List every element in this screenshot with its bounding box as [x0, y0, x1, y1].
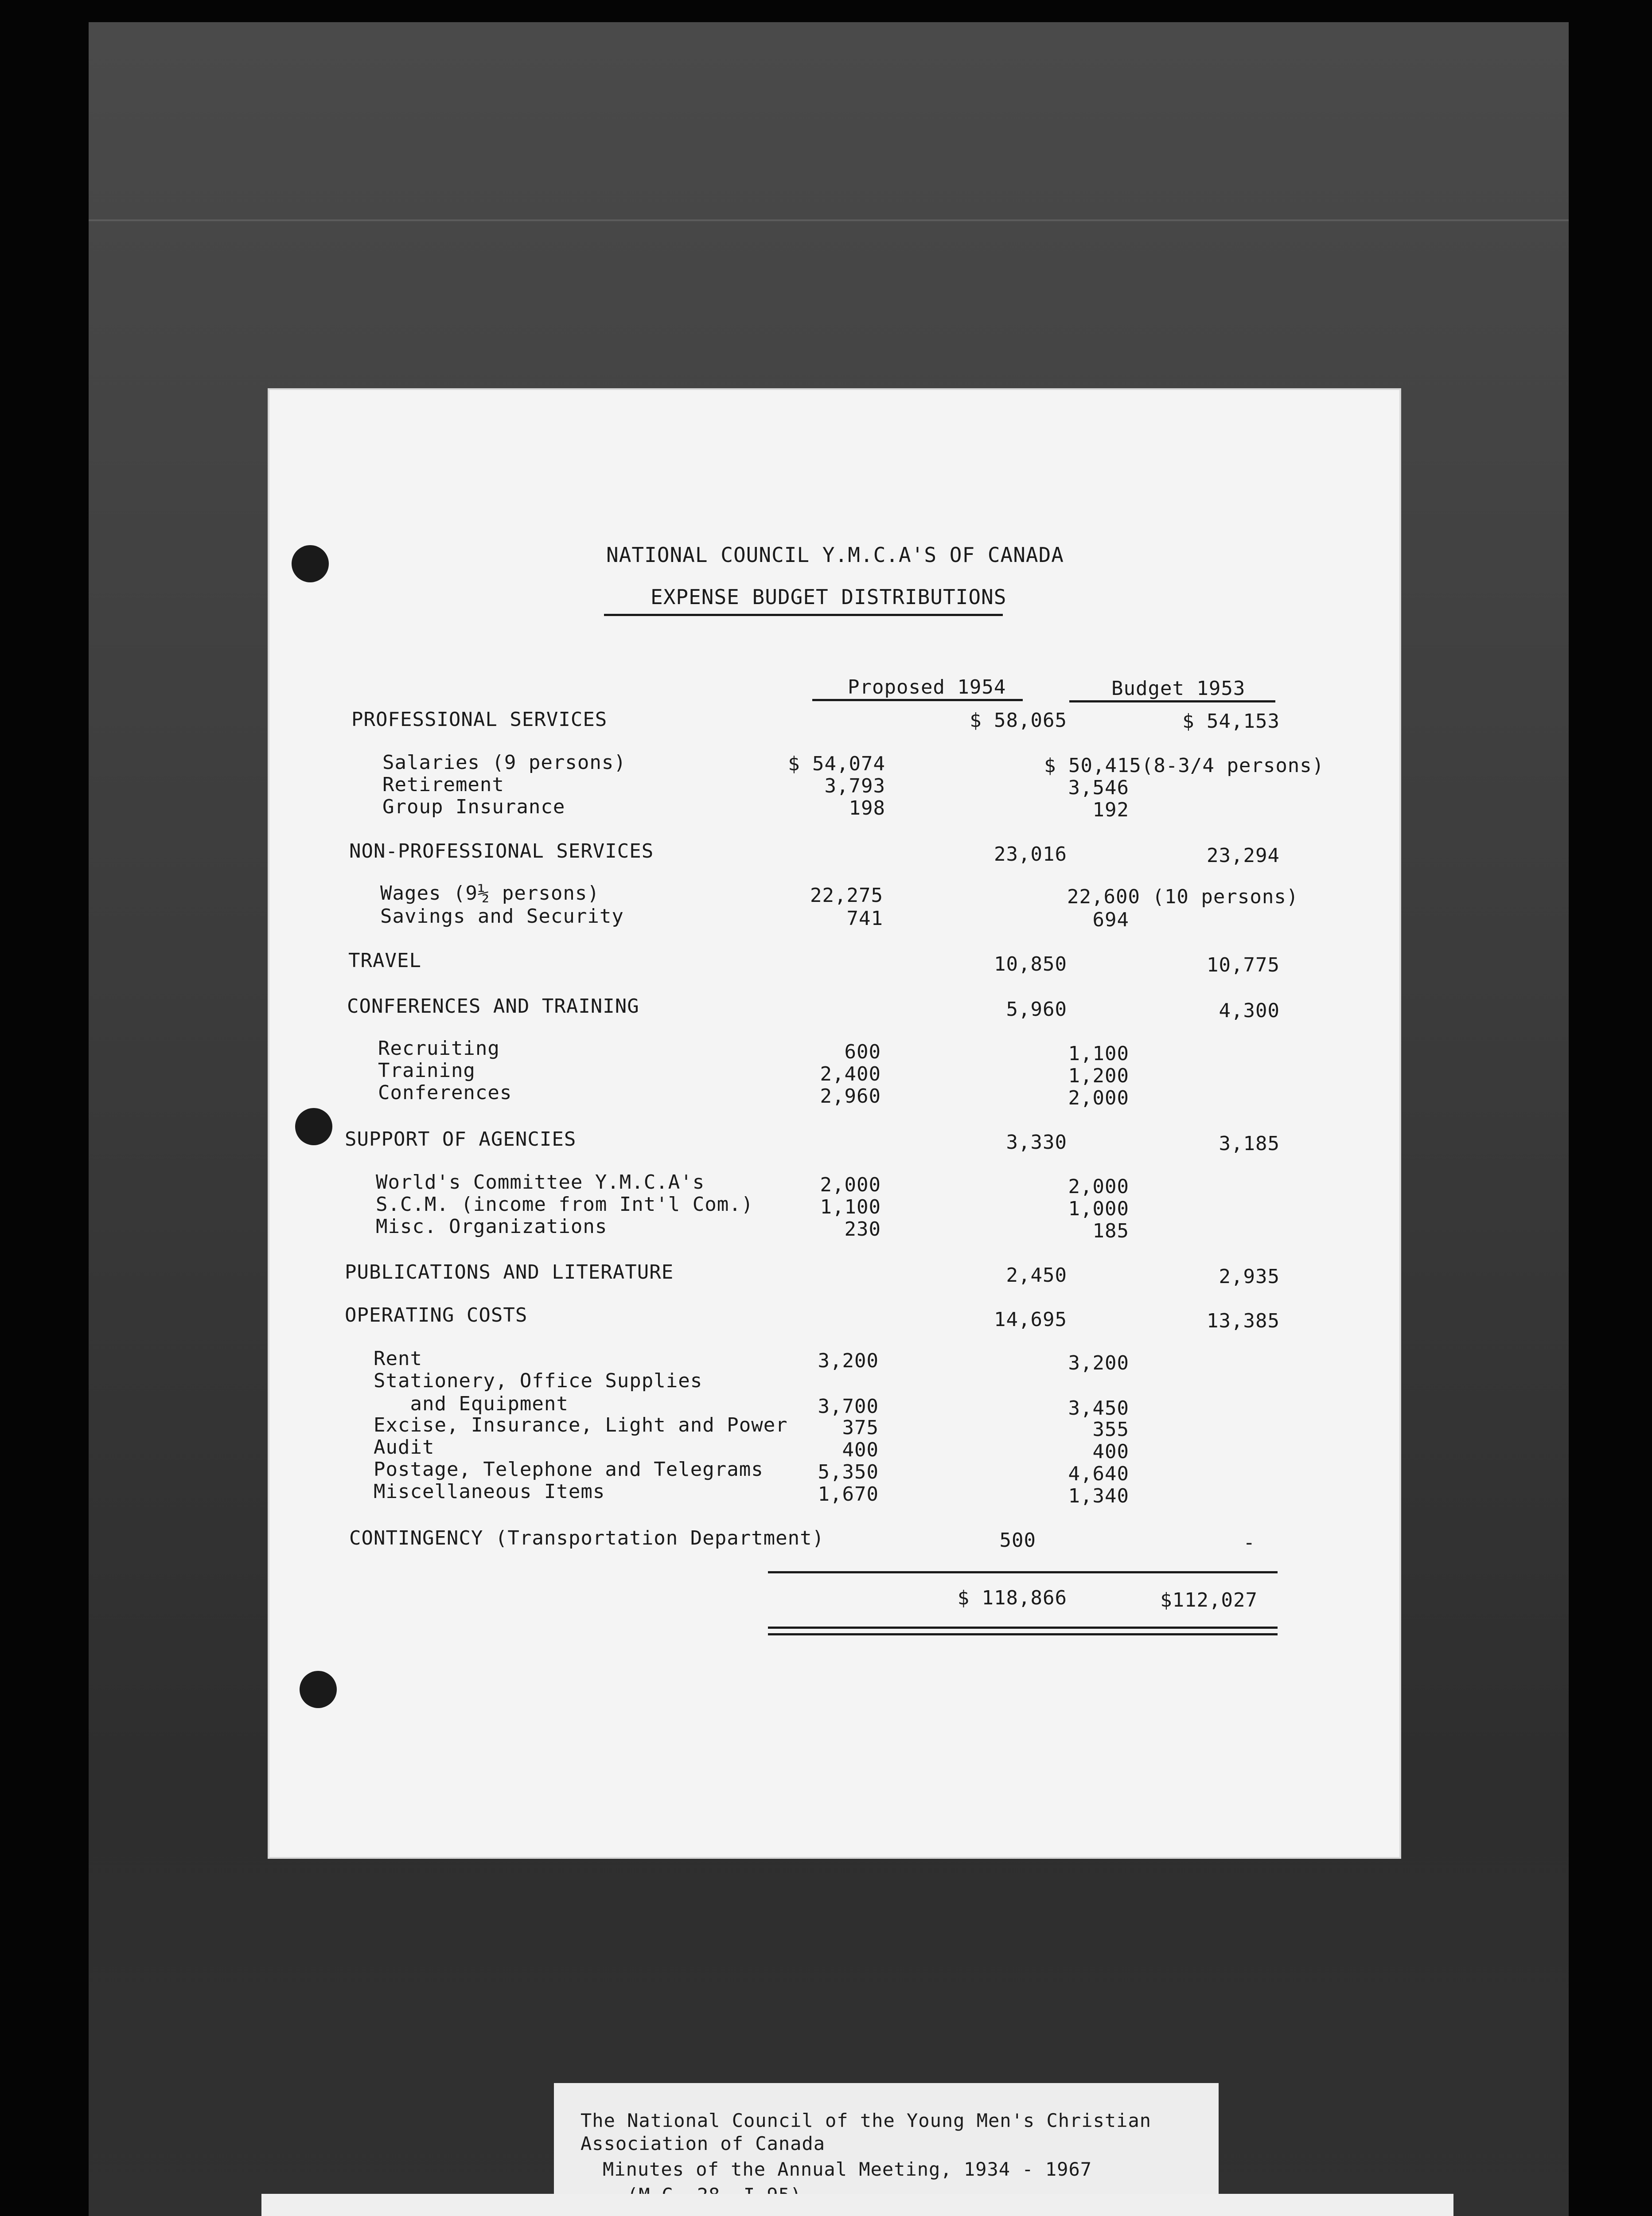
double-rule-top — [768, 1627, 1278, 1629]
line-item-proposed: 230 — [844, 1218, 881, 1241]
line-item-proposed: 5,350 — [818, 1461, 879, 1483]
budget-header-underline — [1069, 700, 1275, 702]
line-item-label: Audit — [374, 1436, 435, 1459]
line-item-label: Recruiting — [378, 1037, 500, 1060]
line-item-label: Retirement — [382, 773, 504, 796]
line-item-budget: 1,340 — [1068, 1485, 1129, 1507]
line-item-budget: 400 — [1092, 1440, 1129, 1463]
line-item-budget: 1,200 — [1068, 1065, 1129, 1087]
column-header-proposed: Proposed 1954 — [848, 676, 1006, 698]
line-item-budget: 192 — [1092, 799, 1129, 821]
section-total-proposed: $ 58,065 — [970, 709, 1067, 732]
section-heading: PROFESSIONAL SERVICES — [351, 708, 608, 731]
section-heading: SUPPORT OF AGENCIES — [345, 1128, 577, 1151]
line-item-budget: 3,450 — [1068, 1397, 1129, 1420]
line-item-budget: 185 — [1092, 1220, 1129, 1242]
line-item-proposed: 375 — [842, 1416, 879, 1439]
budget-document — [269, 390, 1399, 1857]
section-heading: NON-PROFESSIONAL SERVICES — [349, 840, 654, 862]
section-total-budget: 3,185 — [1219, 1132, 1280, 1155]
section-total-proposed: 2,450 — [1006, 1264, 1067, 1287]
section-total-proposed: 14,695 — [994, 1308, 1067, 1331]
line-item-label: Postage, Telephone and Telegrams — [374, 1458, 764, 1481]
punch-hole-middle — [295, 1108, 332, 1145]
grand-total-budget: $112,027 — [1160, 1589, 1258, 1611]
line-item-proposed: 2,400 — [820, 1063, 881, 1085]
line-item-budget: 3,200 — [1068, 1352, 1129, 1374]
line-item-proposed: 1,100 — [820, 1196, 881, 1218]
line-item-budget: 694 — [1092, 909, 1129, 931]
line-item-label: Wages (9½ persons) — [380, 882, 600, 905]
punch-hole-bottom — [300, 1671, 337, 1708]
line-item-proposed: 198 — [849, 797, 885, 819]
line-item-budget: 22,600 (10 persons) — [1067, 886, 1299, 908]
section-heading: CONTINGENCY (Transportation Department) — [349, 1527, 825, 1549]
section-heading: OPERATING COSTS — [345, 1304, 528, 1326]
line-item-budget: 1,000 — [1068, 1198, 1129, 1220]
line-item-proposed: 3,700 — [818, 1395, 879, 1418]
section-total-budget: 10,775 — [1207, 954, 1280, 976]
section-heading: PUBLICATIONS AND LITERATURE — [345, 1261, 674, 1284]
line-item-label: Misc. Organizations — [376, 1215, 608, 1238]
line-item-proposed: 741 — [846, 907, 883, 930]
line-item-budget: 3,546 — [1068, 776, 1129, 799]
line-item-proposed: 1,670 — [818, 1483, 879, 1506]
section-total-proposed: 3,330 — [1006, 1131, 1067, 1154]
section-total-budget: 13,385 — [1207, 1310, 1280, 1332]
line-item-label: World's Committee Y.M.C.A's — [376, 1171, 705, 1194]
line-item-label: S.C.M. (income from Int'l Com.) — [376, 1193, 754, 1216]
line-item-proposed: 22,275 — [810, 884, 883, 907]
line-item-budget: 4,640 — [1068, 1463, 1129, 1485]
line-item-label: Training — [378, 1059, 475, 1082]
section-total-proposed: 10,850 — [994, 953, 1067, 975]
punch-hole-top — [292, 545, 329, 582]
label-line-2: Association of Canada — [581, 2133, 826, 2154]
line-item-budget: 355 — [1092, 1418, 1129, 1441]
line-item-proposed: 3,793 — [824, 775, 885, 797]
section-total-budget: - — [1243, 1531, 1255, 1554]
line-item-budget: 2,000 — [1068, 1087, 1129, 1109]
document-title: NATIONAL COUNCIL Y.M.C.A'S OF CANADA — [606, 543, 1064, 567]
section-total-proposed: 500 — [999, 1529, 1036, 1552]
section-heading: CONFERENCES AND TRAINING — [347, 995, 639, 1018]
line-item-proposed: 2,960 — [820, 1085, 881, 1108]
total-rule — [768, 1571, 1278, 1573]
line-item-label: Salaries (9 persons) — [382, 751, 626, 774]
section-total-proposed: 5,960 — [1006, 998, 1067, 1021]
line-item-label: Excise, Insurance, Light and Power — [374, 1414, 788, 1436]
section-total-budget: 2,935 — [1219, 1265, 1280, 1288]
section-total-budget: 23,294 — [1207, 844, 1280, 867]
line-item-label: and Equipment — [374, 1393, 569, 1415]
section-total-proposed: 23,016 — [994, 843, 1067, 866]
subtitle-underline — [604, 614, 1003, 616]
section-heading: TRAVEL — [348, 949, 421, 972]
section-total-budget: $ 54,153 — [1182, 710, 1280, 733]
archive-stamp-card — [261, 2194, 1453, 2216]
label-line-1: The National Council of the Young Men's Christian — [581, 2110, 1152, 2131]
document-subtitle: EXPENSE BUDGET DISTRIBUTIONS — [651, 585, 1007, 609]
proposed-header-underline — [812, 699, 1023, 701]
line-item-budget: $ 50,415(8-3/4 persons) — [1044, 754, 1325, 777]
line-item-label: Rent — [374, 1347, 422, 1370]
line-item-proposed: 600 — [844, 1041, 881, 1063]
line-item-budget: 2,000 — [1068, 1175, 1129, 1198]
line-item-label: Miscellaneous Items — [374, 1480, 605, 1503]
line-item-proposed: $ 54,074 — [788, 753, 885, 775]
line-item-budget: 1,100 — [1068, 1042, 1129, 1065]
line-item-label: Group Insurance — [382, 796, 565, 818]
film-scratch-line — [89, 219, 1569, 221]
column-header-budget: Budget 1953 — [1111, 677, 1246, 700]
label-line-3: Minutes of the Annual Meeting, 1934 - 1967 — [603, 2158, 1092, 2180]
line-item-proposed: 3,200 — [818, 1350, 879, 1372]
double-rule-bottom — [768, 1633, 1278, 1635]
line-item-label: Conferences — [378, 1081, 512, 1104]
line-item-label: Savings and Security — [380, 905, 624, 928]
grand-total-proposed: $ 118,866 — [957, 1587, 1067, 1609]
section-total-budget: 4,300 — [1219, 999, 1280, 1022]
line-item-proposed: 2,000 — [820, 1174, 881, 1196]
line-item-label: Stationery, Office Supplies — [374, 1369, 703, 1392]
line-item-proposed: 400 — [842, 1439, 879, 1461]
